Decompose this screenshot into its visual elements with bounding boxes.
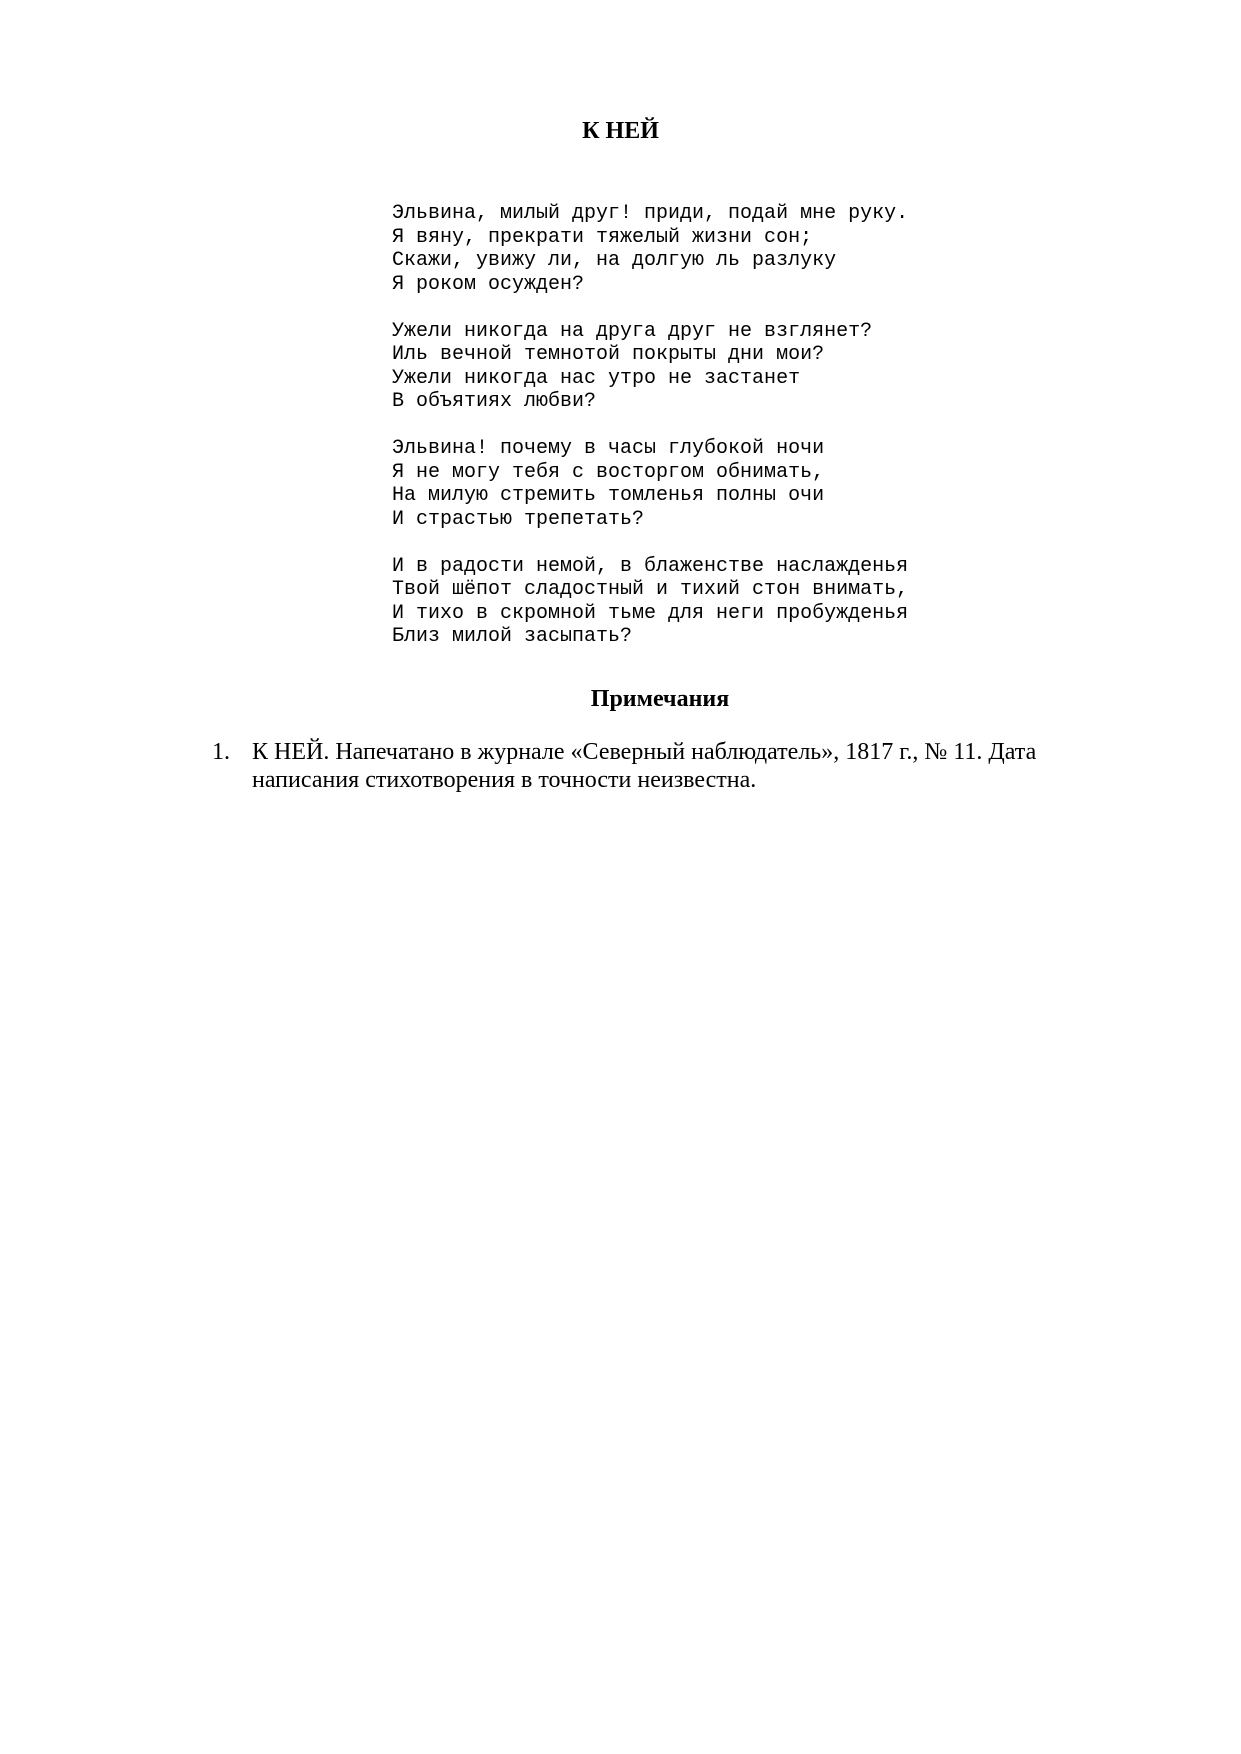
poem-line: Эльвина, милый друг! приди, подай мне руку. — [392, 202, 909, 225]
poem-line: Ужели никогда на друга друг не взглянет? — [392, 319, 873, 343]
note-number: 1. — [212, 739, 230, 765]
poem-line: Иль вечной темнотой покрыты дни мои? — [392, 343, 825, 366]
poem-line: И страстью трепетать? — [392, 507, 645, 531]
poem-line: На милую стремить томленья полны очи — [392, 484, 825, 507]
poem-line: И тихо в скромной тьме для неги пробужденья — [392, 601, 909, 625]
note-text: К НЕЙ. Напечатано в журнале «Северный наблюдатель», 1817 г., № 11. Дата написания стихотворения в точности неизвестна. — [252, 739, 1037, 793]
poem-line: Твой шёпот сладостный и тихий стон внимать, — [392, 578, 909, 601]
poem-line: Эльвина! почему в часы глубокой ночи — [392, 437, 825, 460]
poem-line: Скажи, увижу ли, на долгую ль разлуку — [392, 249, 837, 272]
poem-line: И в радости немой, в блаженстве наслажденья — [392, 554, 909, 578]
poem-line: Ужели никогда нас утро не застанет — [392, 366, 801, 390]
poem-line: Я вяну, прекрати тяжелый жизни сон; — [392, 225, 813, 249]
stanza — [392, 555, 1032, 649]
notes-title: Примечания — [590, 686, 730, 712]
stanza — [392, 202, 1032, 296]
poem-line: Я роком осужден? — [392, 272, 585, 296]
stanza — [392, 320, 1032, 414]
poem-title: К НЕЙ — [582, 118, 659, 144]
poem-line: Я не могу тебя с восторгом обнимать, — [392, 460, 825, 484]
poem-body — [392, 202, 1032, 672]
notes-list — [212, 738, 1092, 794]
stanza — [392, 437, 1032, 531]
poem-line: Близ милой засыпать? — [392, 625, 633, 648]
poem-line: В объятиях любви? — [392, 390, 597, 413]
note-item — [212, 738, 1092, 794]
